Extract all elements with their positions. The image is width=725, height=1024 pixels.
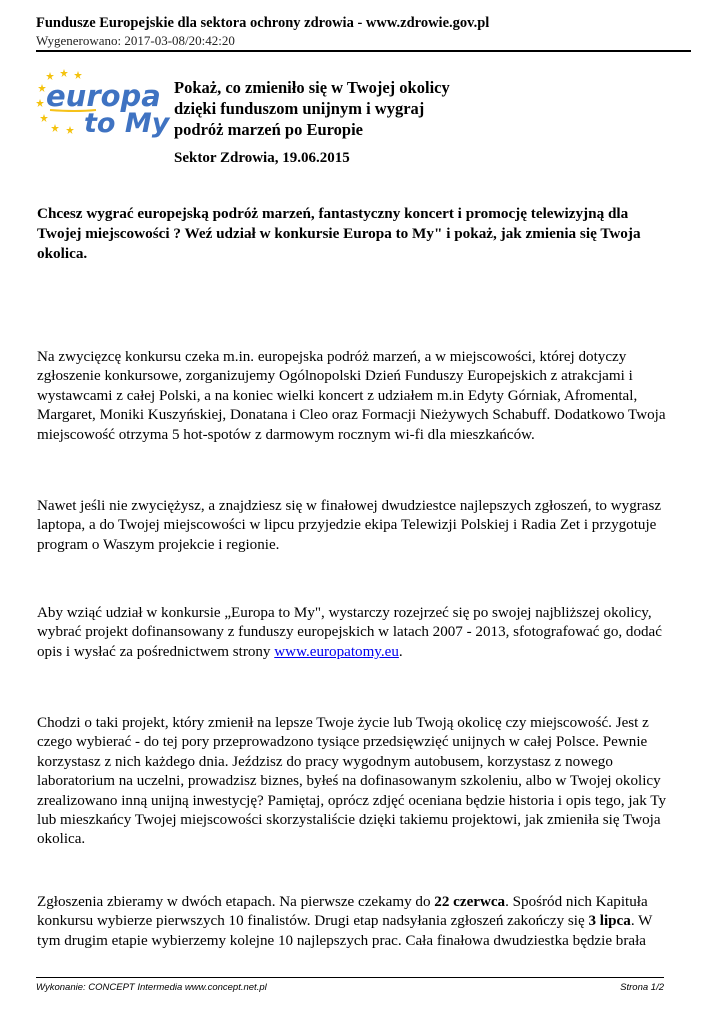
site-title: Fundusze Europejskie dla sektora ochrony zdrowia - www.zdrowie.gov.pl bbox=[36, 15, 490, 31]
paragraph-project-description bbox=[37, 714, 677, 850]
text-span: Zgłoszenia zbieramy w dwóch etapach. Na pierwsze czekamy do bbox=[37, 894, 435, 910]
europa-to-my-logo bbox=[36, 68, 170, 139]
text-line: zgłoszenie konkursowe, zorganizujemy Ogólnopolski Dzień Funduszy Europejskich z atrakcjami i bbox=[37, 368, 633, 385]
title-line: Pokaż, co zmieniło się w Twojej okolicy bbox=[174, 78, 450, 97]
text-line bbox=[37, 643, 677, 662]
text-line: laboratorium na uczelni, prowadzisz biznes, byłeś na dofinasowanym szkoleniu, albo w Twojej okolicy bbox=[37, 773, 661, 790]
text-line: Chodzi o taki projekt, który zmienił na lepsze Twoje życie lub Twoją okolicę czy miejscowość. Jest z bbox=[37, 715, 649, 731]
lead-line: okolica. bbox=[37, 245, 88, 262]
text-line: wystawcami z całej Polski, a na koniec wielki koncert z udziałem m.in Edyty Górniak, Afromental, bbox=[37, 387, 638, 404]
deadline-first: 22 czerwca bbox=[434, 894, 506, 910]
page-header bbox=[36, 14, 691, 49]
text-span: opis i wysłać za pośrednictwem strony bbox=[37, 643, 275, 660]
text-line: miejscowość otrzyma 5 hot-spotów z darmowym rocznym wi-fi dla mieszkańców. bbox=[37, 426, 535, 443]
paragraph-prizes bbox=[37, 348, 677, 445]
paragraph-finalists bbox=[37, 497, 677, 555]
logo-graphic bbox=[36, 68, 170, 139]
text-line: wybrać projekt dofinansowany z funduszy europejskich w latach 2007 - 2013, sfotografować go, dodać bbox=[37, 624, 662, 641]
text-span: . W bbox=[630, 913, 653, 930]
lead-line: Chcesz wygrać europejską podróż marzeń, fantastyczny koncert i promocję telewizyjną dla bbox=[37, 205, 629, 222]
text-line: lub mieszkańcy Twojej miejscowości skorzystaliście dzięki takiemu projektowi, jak zmieniła się Twoja bbox=[37, 812, 661, 829]
title-line: podróż marzeń po Europie bbox=[174, 120, 363, 139]
article-meta: Sektor Zdrowia, 19.06.2015 bbox=[174, 150, 350, 166]
generated-timestamp: Wygenerowano: 2017-03-08/20:42:20 bbox=[36, 33, 235, 48]
lead-line: Twojej miejscowości ? Weź udział w konkursie Europa to My" i pokaż, jak zmienia się Twoja bbox=[37, 225, 641, 242]
text-line: Nawet jeśli nie zwyciężysz, a znajdziesz się w finałowej dwudziestce najlepszych zgłoszeń, to wygrasz bbox=[37, 498, 662, 514]
logo-word-to-my: to My bbox=[84, 108, 170, 139]
page-number: Strona 1/2 bbox=[620, 982, 664, 993]
text-line: program o Waszym projekcie i regionie. bbox=[37, 536, 280, 553]
text-line: laptopa, a do Twojej miejscowości w lipcu przyjedzie ekipa Telewizji Polskiej i Radia Zet i przygotuje bbox=[37, 517, 657, 534]
page-footer bbox=[36, 982, 664, 993]
paragraph-deadlines bbox=[37, 893, 677, 951]
text-line: czego wybierać - do tej pory przeprowadzono tysiące przedsięwzięć unijnych w całej Polsce. Pewnie bbox=[37, 734, 648, 751]
text-span: . Spośród nich Kapituła bbox=[505, 894, 648, 910]
text-line: Margaret, Moniki Kuszyńskiej, Donatana i Cleo oraz Formacji Nieżywych Schabuff. Dodatkowo Twoja bbox=[37, 407, 666, 424]
footer-divider bbox=[36, 977, 664, 978]
paragraph-how-to-join bbox=[37, 604, 677, 662]
title-line: dzięki funduszom unijnym i wygraj bbox=[174, 99, 425, 118]
header-divider bbox=[36, 50, 691, 52]
deadline-second: 3 lipca bbox=[588, 913, 631, 930]
text-span: . bbox=[398, 643, 403, 660]
text-line: okolica. bbox=[37, 831, 86, 848]
text-line: Aby wziąć udział w konkursie „Europa to My", wystarczy rozejrzeć się po swojej najbliższej okolicy, bbox=[37, 605, 652, 621]
text-line bbox=[37, 912, 677, 931]
logo-word-europa: europa bbox=[46, 79, 161, 113]
text-line: korzystasz z nich każdego dnia. Jeździsz do pracy wygodnym autobusem, korzystasz z nowego bbox=[37, 753, 613, 770]
text-span: konkursu wybierze pierwszych 10 finalistów. Drugi etap nadsyłania zgłoszeń zakończy się bbox=[37, 913, 589, 930]
lead-paragraph bbox=[37, 204, 662, 264]
text-line: tym drugim etapie wybierzemy kolejne 10 najlepszych prac. Cała finałowa dwudziestka będzie brała bbox=[37, 932, 646, 949]
text-line: Na zwycięzcę konkursu czeka m.in. europejska podróż marzeń, a w miejscowości, której dotyczy bbox=[37, 349, 627, 365]
article-title bbox=[174, 77, 644, 140]
text-line bbox=[37, 893, 677, 912]
europatomy-link[interactable]: www.europatomy.eu bbox=[274, 643, 399, 660]
text-line: zrealizowano inną unijną inwestycję? Pamiętaj, oprócz zdjęć oceniana będzie historia i opis tego, jak Ty bbox=[37, 792, 667, 809]
footer-credit: Wykonanie: CONCEPT Intermedia www.concept.net.pl bbox=[36, 982, 267, 993]
